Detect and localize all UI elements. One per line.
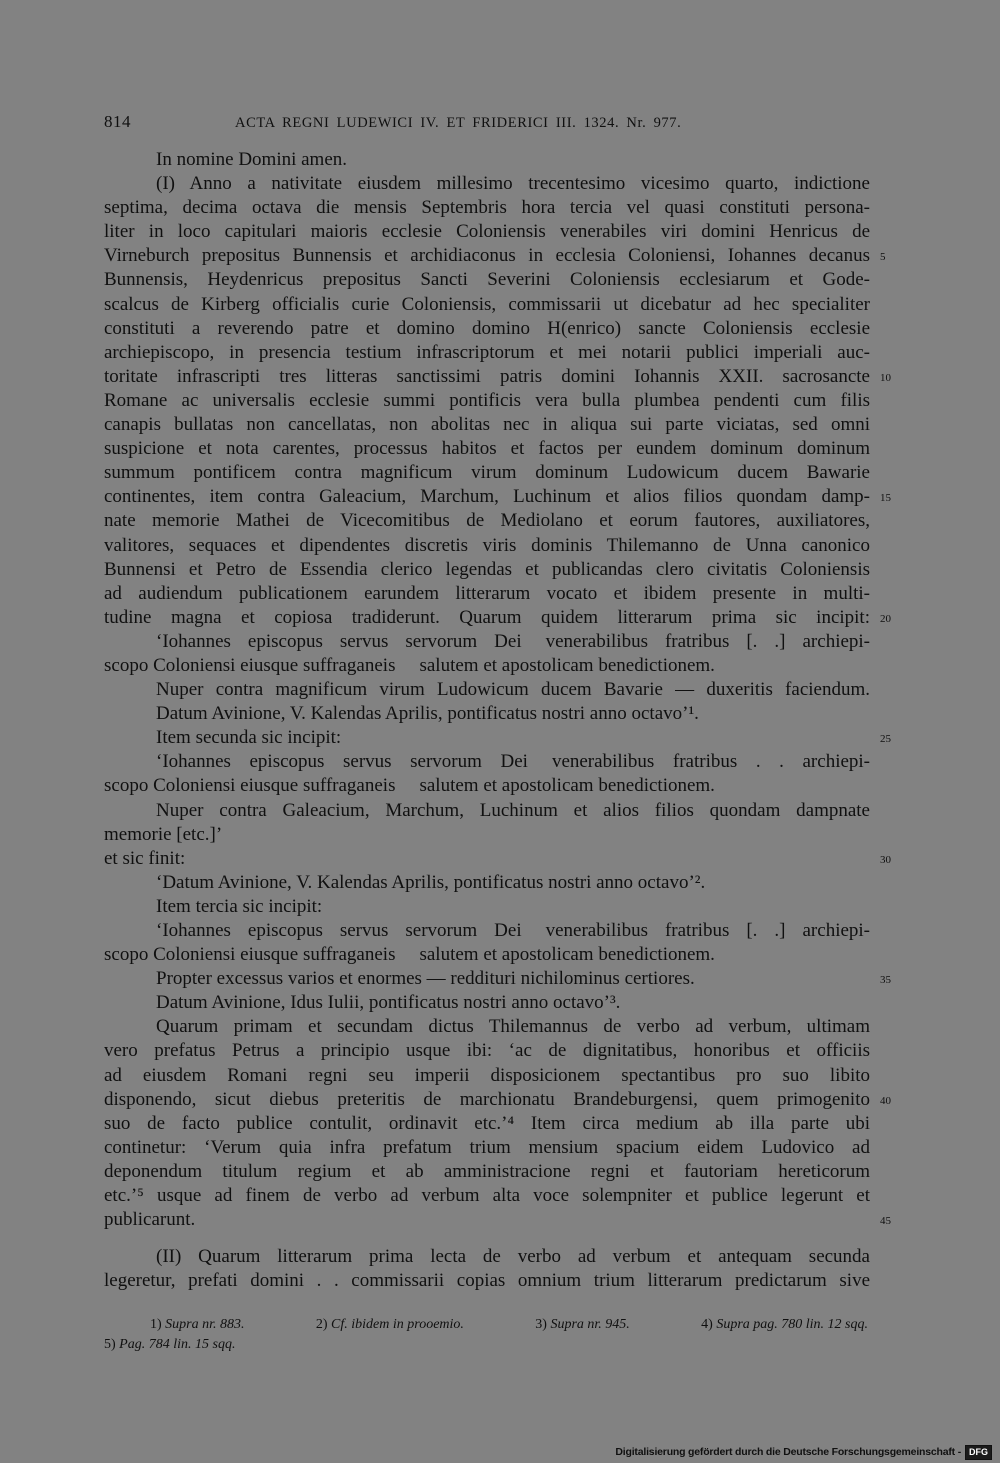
line-text: (I) Anno a nativitate eiusdem millesimo trecentesimo vicesimo quarto, indictione xyxy=(156,173,870,195)
text-segment: scopo Coloniensi eiusque suffraganeis xyxy=(104,775,396,797)
line-text: tudine magna et copiosa tradiderunt. Quarum quidem litterarum prima sic incipit: xyxy=(104,606,870,628)
section-ii-text xyxy=(104,1245,870,1293)
text-line xyxy=(104,268,870,292)
line-text: constituti a reverendo patre et domino domino H(enrico) sancte Coloniensis ecclesie xyxy=(104,317,870,339)
text-line xyxy=(104,413,870,437)
text-segment: salutem et apostolicam benedictionem. xyxy=(419,654,715,676)
text-line xyxy=(104,1269,870,1293)
digitization-credit xyxy=(615,1444,992,1460)
text-line xyxy=(104,534,870,558)
text-line xyxy=(104,895,870,919)
text-segment: scopo Coloniensi eiusque suffraganeis xyxy=(104,944,396,966)
line-text: deponendum titulum regium et ab amministracione regni et fautoriam hereticorum xyxy=(104,1160,870,1182)
line-text: disponendo, sicut diebus preteritis de marchionatu Brandeburgensi, quem primogenito xyxy=(104,1088,870,1110)
line-text: suo de facto publice contulit, ordinavit etc.’⁴ Item circa medium ab illa parte ubi xyxy=(104,1112,870,1134)
text-gap xyxy=(395,670,419,671)
line-text: archiepiscopo, in presencia testium infrascriptorum et mei notarii publici imperiali auc- xyxy=(104,341,870,363)
page-number: 814 xyxy=(104,112,131,131)
text-line xyxy=(104,172,870,196)
line-text: septima, decima octava die mensis Septembris hora tercia vel quasi constituti persona- xyxy=(104,197,870,219)
text-gap xyxy=(528,766,552,767)
line-text: Virneburch prepositus Bunnensis et archidiaconus in ecclesia Coloniensi, Iohannes decanus xyxy=(104,245,870,267)
text-line xyxy=(104,389,870,413)
text-segment: salutem et apostolicam benedictionem. xyxy=(419,775,715,797)
text-line xyxy=(104,341,870,365)
text-gap xyxy=(522,646,546,647)
footnote-row xyxy=(150,1316,868,1334)
footnote-mark: 4) xyxy=(701,1317,713,1332)
line-text: continentes, item contra Galeacium, Marchum, Luchinum et alios filios quondam damp- xyxy=(104,486,870,508)
line-text: Datum Avinione, V. Kalendas Aprilis, pontificatus nostri anno octavo’¹. xyxy=(156,703,699,725)
text-gap xyxy=(522,935,546,936)
footnote xyxy=(316,1316,464,1334)
line-text: Bunnensi et Petro de Essendia clerico legendas et publicandas clero civitatis Coloniensis xyxy=(104,558,870,580)
line-text: Quarum primam et secundam dictus Thilemannus de verbo ad verbum, ultimam xyxy=(156,1016,870,1038)
text-line xyxy=(104,582,870,606)
margin-line-number: 35 xyxy=(880,974,891,987)
text-line xyxy=(104,365,891,389)
text-line xyxy=(104,437,870,461)
text-line xyxy=(104,1208,891,1232)
footnote xyxy=(701,1316,868,1334)
line-text: ‘Datum Avinione, V. Kalendas Aprilis, pontificatus nostri anno octavo’². xyxy=(156,871,706,893)
text-line xyxy=(104,196,870,220)
text-line xyxy=(104,967,891,991)
margin-line-number: 5 xyxy=(880,251,886,264)
text-line xyxy=(104,148,870,172)
line-text: liter in loco capitulari maioris ecclesie Coloniensis venerabiles viri domini Henricus de xyxy=(104,221,870,243)
text-line xyxy=(104,702,870,726)
credit-text: Digitalisierung gefördert durch die Deutsche Forschungsgemeinschaft - xyxy=(615,1446,961,1458)
text-line xyxy=(104,630,870,654)
line-text: etc.’⁵ usque ad finem de verbo ad verbum alta voce solempniter et publice legerunt et xyxy=(104,1185,870,1207)
text-line xyxy=(104,799,870,823)
text-line xyxy=(104,1064,870,1088)
line-text: Romane ac universalis ecclesie summi pontificis vera bulla plumbea pendenti cum filis xyxy=(104,389,870,411)
footnote xyxy=(535,1316,630,1334)
section-i-text xyxy=(104,148,891,1232)
text-gap xyxy=(395,790,419,791)
text-gap xyxy=(395,959,419,960)
text-segment: salutem et apostolicam benedictionem. xyxy=(419,944,715,966)
line-text: memorie [etc.]’ xyxy=(104,823,223,845)
line-text: ad audiendum publicationem earundem litterarum vocato et ibidem presente in multi- xyxy=(104,582,870,604)
line-text: scalcus de Kirberg officialis curie Coloniensis, commissarii ut dicebatur ad hec specialiter xyxy=(104,293,870,315)
text-line xyxy=(104,220,870,244)
footnote-row xyxy=(104,1336,235,1354)
text-line xyxy=(104,1136,870,1160)
text-line xyxy=(104,509,870,533)
margin-line-number: 40 xyxy=(880,1094,891,1107)
text-line xyxy=(104,293,870,317)
text-segment: venerabilibus fratribus [. .] archiepi- xyxy=(545,920,871,941)
text-line xyxy=(104,847,891,871)
margin-line-number: 15 xyxy=(880,492,891,505)
text-line xyxy=(104,654,870,678)
margin-line-number: 25 xyxy=(880,733,891,746)
line-text: vero prefatus Petrus a principio usque ibi: ‘ac de dignitatibus, honoribus et officiis xyxy=(104,1040,870,1062)
line-text: valitores, sequaces et dipendentes discretis viris dominis Thilemanno de Unna canonico xyxy=(104,534,870,556)
text-line xyxy=(104,461,870,485)
text-line xyxy=(104,485,891,509)
text-line xyxy=(104,1160,870,1184)
text-segment: ‘Iohannes episcopus servus servorum Dei xyxy=(156,751,528,773)
text-line xyxy=(104,1184,870,1208)
text-line xyxy=(104,823,870,847)
line-text: publicarunt. xyxy=(104,1209,196,1231)
line-text: Item secunda sic incipit: xyxy=(156,727,342,749)
line-text: Bunnensis, Heydenricus prepositus Sancti Severini Coloniensis ecclesiarum et Gode- xyxy=(104,269,870,291)
footnote-mark: 5) xyxy=(104,1337,116,1352)
line-text: Datum Avinione, Idus Iulii, pontificatus nostri anno octavo’³. xyxy=(156,992,621,1014)
text-line xyxy=(104,1112,870,1136)
running-head xyxy=(104,110,870,134)
line-text: suspicione et nota carentes, processus habitos et factos per eundem dominum dominum xyxy=(104,438,870,460)
footnote-text: Supra nr. 883. xyxy=(165,1317,245,1332)
footnote-text: Pag. 784 lin. 15 sqq. xyxy=(119,1337,236,1352)
text-segment: scopo Coloniensi eiusque suffraganeis xyxy=(104,654,396,676)
line-text: et sic finit: xyxy=(104,847,186,869)
text-line xyxy=(104,244,886,268)
line-text: toritate infrascripti tres litteras sanctissimi patris domini Iohannis XXII. sacrosancte xyxy=(104,365,870,387)
text-segment: ‘Iohannes episcopus servus servorum Dei xyxy=(156,920,522,941)
text-line xyxy=(104,750,870,774)
footnote-text: Supra pag. 780 lin. 12 sqq. xyxy=(716,1317,868,1332)
text-line xyxy=(104,919,870,943)
text-line xyxy=(104,943,870,967)
footnote-mark: 1) xyxy=(150,1317,162,1332)
text-line xyxy=(104,871,870,895)
text-line xyxy=(104,606,891,630)
line-text: (II) Quarum litterarum prima lecta de verbo ad verbum et antequam secunda xyxy=(156,1246,870,1267)
footnote-mark: 3) xyxy=(535,1317,547,1332)
text-segment: ‘Iohannes episcopus servus servorum Dei xyxy=(156,630,522,652)
footnote-text: Supra nr. 945. xyxy=(550,1317,630,1332)
margin-line-number: 10 xyxy=(880,371,891,384)
line-text: ad eiusdem Romani regni seu imperii disposicionem spectantibus pro suo libito xyxy=(104,1064,870,1086)
dfg-logo: DFG xyxy=(965,1445,992,1460)
text-line xyxy=(104,726,891,750)
text-line xyxy=(104,991,870,1015)
margin-line-number: 20 xyxy=(880,612,891,625)
line-text: nate memorie Mathei de Vicecomitibus de Mediolano et eorum fautores, auxiliatores, xyxy=(104,510,870,532)
line-text: continetur: ‘Verum quia infra prefatum trium mensium spacium eidem Ludovico ad xyxy=(104,1136,870,1158)
line-text: Nuper contra Galeacium, Marchum, Luchinum et alios filios quondam dampnate xyxy=(156,799,870,821)
text-line xyxy=(104,774,870,798)
margin-line-number: 30 xyxy=(880,853,891,866)
line-text: summum pontificem contra magnificum virum dominum Ludowicum ducem Bawarie xyxy=(104,462,870,484)
text-line xyxy=(104,1015,870,1039)
line-text: canapis bullatas non cancellatas, non abolitas nec in aliqua sui parte viciatas, sed omni xyxy=(104,414,870,436)
footnote xyxy=(150,1316,245,1334)
text-line xyxy=(104,558,870,582)
text-line xyxy=(104,317,870,341)
text-segment: venerabilibus fratribus [. .] archiepi- xyxy=(545,630,871,652)
line-text: legeretur, prefati domini . . commissarii copias omnium trium litterarum predictarum sive xyxy=(104,1270,870,1292)
running-title: ACTA REGNI LUDEWICI IV. ET FRIDERICI III. 1324. Nr. 977. xyxy=(235,115,682,131)
margin-line-number: 45 xyxy=(880,1215,891,1228)
footnote xyxy=(104,1337,235,1352)
line-text: In nomine Domini amen. xyxy=(156,149,348,170)
footnote-text: Cf. ibidem in prooemio. xyxy=(331,1317,464,1332)
footnote-mark: 2) xyxy=(315,1317,328,1332)
line-text: Item tercia sic incipit: xyxy=(156,895,323,917)
line-text: Nuper contra magnificum virum Ludowicum ducem Bavarie — duxeritis faciendum. xyxy=(156,679,870,701)
text-line xyxy=(104,678,870,702)
line-text: Propter excessus varios et enormes — reddituri nichilominus certiores. xyxy=(156,968,695,990)
text-line xyxy=(104,1039,870,1063)
text-line xyxy=(104,1088,891,1112)
text-line xyxy=(104,1245,870,1269)
text-segment: venerabilibus fratribus . . archiepi- xyxy=(551,751,871,773)
